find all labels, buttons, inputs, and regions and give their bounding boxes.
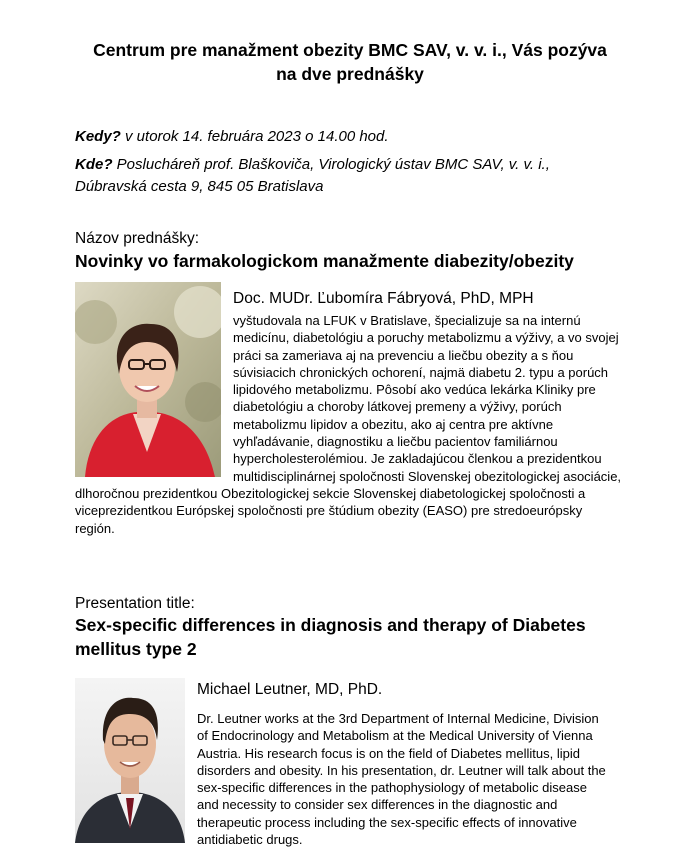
speaker2-bio: Dr. Leutner works at the 3rd Department of Internal Medicine, Division of Endocrinology and Metabolism at the Medical University of Vienna Austria. His research focus is on the field of Diabetes mellitus, lipid disorders and obesity. In his presentation, dr. Leutner will talk about the sex-specific differences in the pathophysiology of metabolic disease and necessity to consider sex differences in the diagnostic and therapeutic process including the sex-specific effects of innovative antidiabetic drugs. (197, 711, 606, 848)
lecture2-title: Sex-specific differences in diagnosis and therapy of Diabetes mellitus type 2 (75, 615, 586, 659)
speaker2-name: Michael Leutner, MD, PhD. (197, 681, 383, 698)
event-when: Kedy? v utorok 14. februára 2023 o 14.00 hod. (75, 128, 389, 145)
speaker1-name: Doc. MUDr. Ľubomíra Fábryová, PhD, MPH (233, 290, 534, 307)
lecture1-title: Novinky vo farmakologickom manažmente diabezity/obezity (75, 251, 574, 271)
speaker2-photo (75, 678, 185, 843)
speaker1-photo (75, 282, 221, 477)
speaker1-bio: vyštudovala na LFUK v Bratislave, špecializuje sa na internú medicínu, diabetológiu a poruchy metabolizmu a výživy, a vo svojej práci sa zameriava aj na prevenciu a liečbu obezity a s ňou súvisiacich chronických ochorení, najmä diabetu 2. typu a porúch lipidového metabolizmu. Pôsobí ako vedúca lekárka Kliniky pre diabetológiu a choroby látkovej premeny a výživy, porúch metabolizmu lipidov a obezitu, ako aj centra pre aktívne vyhľadávanie, diagnostiku a liečbu pacientov familiárnou hypercholesterolémiou. Je zakladajúcou členkou a prezidentkou multidisciplinárnej spoločnosti Slovenskej obezitologickej asociácie, (233, 313, 622, 484)
lecture1-label: Názov prednášky: (75, 230, 200, 247)
invitation-title: Centrum pre manažment obezity BMC SAV, v. v. i., Vás pozýva na dve prednášky (93, 40, 607, 84)
lecture2-label: Presentation title: (75, 595, 195, 612)
speaker1-bio-continued: dlhoročnou prezidentkou Obezitologickej sekcie Slovenskej diabetologickej spoločnosti a viceprezidentkou Európskej spoločnosti pre štúdium obezity (EASO) pre stredoeurópsky región. (75, 486, 586, 536)
event-where: Kde? Poslucháreň prof. Blaškoviča, Virologický ústav BMC SAV, v. v. i., Dúbravská cesta 9, 845 05 Bratislava (75, 156, 550, 195)
